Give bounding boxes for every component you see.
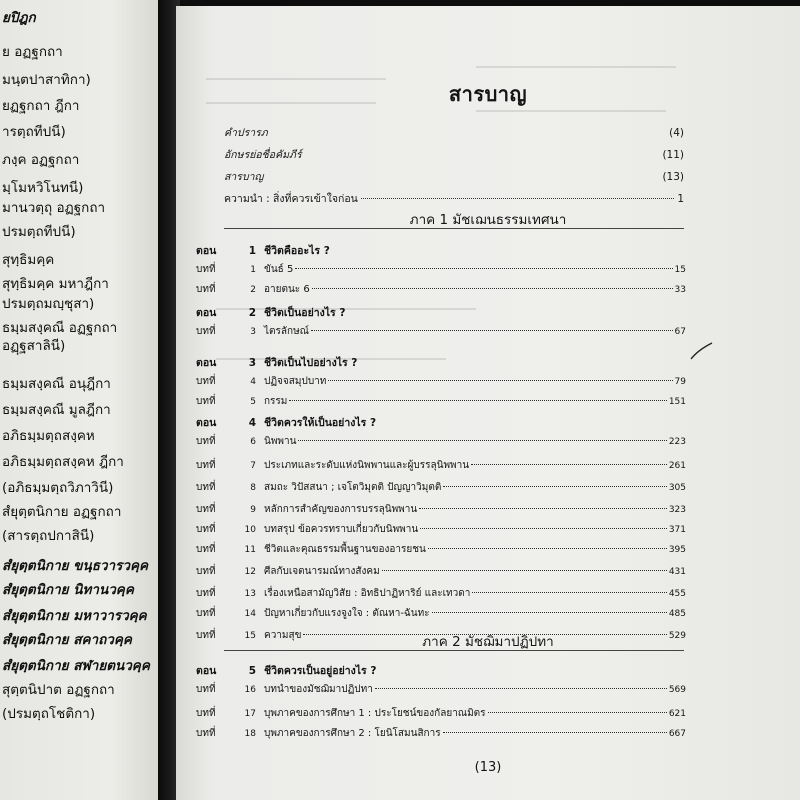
chapter-entry <box>196 502 686 516</box>
section-number: 5 <box>248 665 256 677</box>
left-page-line: มฺโมหวิโนทนี) <box>2 180 84 196</box>
chapter-label: บทที่ <box>196 326 216 337</box>
chapter-number: 17 <box>244 709 256 719</box>
chapter-page-number: 79 <box>674 377 686 387</box>
chapter-entry <box>196 480 686 494</box>
left-page-line: สํยุตฺตนิกาย อฏฐกถา <box>2 504 122 520</box>
front-matter-entry <box>224 190 684 206</box>
entry-title: สารบาญ <box>224 171 264 183</box>
entry-page-number: (4) <box>669 127 684 139</box>
chapter-entry <box>196 324 686 338</box>
front-matter-entry <box>224 124 684 140</box>
section-title: ชีวิตควรให้เป็นอย่างไร ? <box>264 417 377 429</box>
dot-leader <box>443 732 667 733</box>
chapter-title: ปฏิจจสมุปบาท <box>264 376 327 387</box>
chapter-page-number: 569 <box>668 685 686 695</box>
left-page-line: อภิธมฺมตฺถสงฺคห <box>2 428 95 444</box>
left-page-line: ปรมตฺถมญฺชุสา) <box>2 296 95 312</box>
left-page-line: ยฏฐกถา ฎีกา <box>2 98 80 114</box>
dot-leader <box>382 570 667 571</box>
chapter-title: ขันธ์ 5 <box>264 264 294 275</box>
chapter-number: 4 <box>250 377 256 387</box>
chapter-label: บทที่ <box>196 566 216 577</box>
chapter-title: เรื่องเหนือสามัญวิสัย : อิทธิปาฏิหาริย์ และเทวดา <box>264 588 471 599</box>
chapter-title: ปัญหาเกี่ยวกับแรงจูงใจ : ตัณหา-ฉันทะ <box>264 608 430 619</box>
left-page-line: (ปรมตฺถโชติกา) <box>2 706 96 722</box>
chapter-entry <box>196 586 686 600</box>
left-page-line: สํยุตฺตนิกาย มหาวารวคฺค <box>2 608 147 624</box>
chapter-number: 13 <box>244 589 256 599</box>
chapter-page-number: 305 <box>668 483 686 493</box>
section-heading <box>196 304 686 321</box>
chapter-number: 16 <box>244 685 256 695</box>
left-page-line: ภงฺค อฏฐกถา <box>2 152 80 168</box>
section-number: 3 <box>248 357 256 369</box>
show-through <box>476 110 666 112</box>
section-number: 1 <box>248 245 256 257</box>
left-page-line: สุตฺตนิปาต อฏฐกถา <box>2 682 115 698</box>
chapter-number: 10 <box>244 525 256 535</box>
chapter-label: บทที่ <box>196 504 216 515</box>
section-heading <box>196 414 686 431</box>
part-heading: ภาค 2 มัชฌิมาปฏิปทา <box>422 634 554 650</box>
left-page-line: สํยุตฺตนิกาย นิทานวคฺค <box>2 582 134 598</box>
dot-leader <box>312 288 673 289</box>
chapter-page-number: 529 <box>668 631 686 641</box>
chapter-entry <box>196 458 686 472</box>
page-title: สารบาญ <box>448 82 528 106</box>
front-matter-entry <box>224 146 684 162</box>
chapter-label: บทที่ <box>196 728 216 739</box>
left-page-line: สุทฺธิมคฺค <box>2 252 55 268</box>
section-title: ชีวิตเป็นอย่างไร ? <box>264 307 346 319</box>
chapter-page-number: 323 <box>668 505 686 515</box>
left-page-line: อฏฺฐสาลินี) <box>2 338 66 354</box>
dot-leader <box>328 380 672 381</box>
chapter-title: ประเภทและระดับแห่งนิพพานและผู้บรรลุนิพพาน <box>264 460 470 471</box>
chapter-page-number: 151 <box>668 397 686 407</box>
chapter-label: บทที่ <box>196 264 216 275</box>
section-label: ตอน <box>196 665 217 677</box>
left-page-line: (อภิธมฺมตฺถวิภาวินี) <box>2 480 114 496</box>
entry-page-number: 1 <box>677 193 684 205</box>
chapter-number: 1 <box>250 265 256 275</box>
left-page-line: ย อฏฐกถา <box>2 44 63 60</box>
chapter-entry <box>196 706 686 720</box>
left-page-line: สํยุตฺตนิกาย สฬายตนวคฺค <box>2 658 150 674</box>
front-matter-entry <box>224 168 684 184</box>
chapter-number: 3 <box>250 327 256 337</box>
chapter-page-number: 223 <box>668 437 686 447</box>
chapter-number: 18 <box>244 729 256 739</box>
divider <box>224 650 684 651</box>
chapter-entry <box>196 262 686 276</box>
chapter-number: 6 <box>250 437 256 447</box>
dot-leader <box>432 612 667 613</box>
chapter-number: 12 <box>244 567 256 577</box>
dot-leader <box>375 688 667 689</box>
chapter-entry <box>196 726 686 740</box>
left-page-line: มนฺตปาสาทิกา) <box>2 72 91 88</box>
chapter-label: บทที่ <box>196 684 216 695</box>
chapter-title: ไตรลักษณ์ <box>264 326 309 337</box>
dot-leader <box>471 464 667 465</box>
chapter-page-number: 15 <box>674 265 686 275</box>
left-page-line: ธมฺมสงฺคณี อฏฐกถา <box>2 320 118 336</box>
chapter-title: บทสรุป ข้อควรทราบเกี่ยวกับนิพพาน <box>264 524 419 535</box>
section-label: ตอน <box>196 357 217 369</box>
section-title: ชีวิตเป็นไปอย่างไร ? <box>264 357 358 369</box>
entry-title: ความนำ : สิ่งที่ควรเข้าใจก่อน <box>224 193 358 205</box>
entry-page-number: (11) <box>662 149 684 161</box>
chapter-title: หลักการสำคัญของการบรรลุนิพพาน <box>264 504 418 515</box>
chapter-title: บุพภาคของการศึกษา 1 : ประโยชน์ของกัลยาณมิตร <box>264 708 486 719</box>
section-heading <box>196 354 686 371</box>
left-page-line: ปรมตฺถทีปนี) <box>2 224 76 240</box>
section-label: ตอน <box>196 245 217 257</box>
chapter-number: 8 <box>250 483 256 493</box>
chapter-entry <box>196 394 686 408</box>
chapter-number: 11 <box>244 545 256 555</box>
chapter-label: บทที่ <box>196 436 216 447</box>
chapter-label: บทที่ <box>196 482 216 493</box>
entry-page-number: (13) <box>662 171 684 183</box>
chapter-title: ความสุข <box>264 630 302 641</box>
chapter-entry <box>196 522 686 536</box>
chapter-number: 14 <box>244 609 256 619</box>
chapter-number: 15 <box>244 631 256 641</box>
chapter-page-number: 395 <box>668 545 686 555</box>
chapter-label: บทที่ <box>196 376 216 387</box>
entry-title: อักษรย่อชื่อคัมภีร์ <box>224 149 302 161</box>
chapter-page-number: 67 <box>674 327 686 337</box>
chapter-label: บทที่ <box>196 460 216 471</box>
chapter-entry <box>196 434 686 448</box>
chapter-title: ชีวิตและคุณธรรมพื้นฐานของอารยชน <box>264 544 426 555</box>
dot-leader <box>488 712 667 713</box>
chapter-page-number: 621 <box>668 709 686 719</box>
chapter-entry <box>196 282 686 296</box>
left-page-line: มานวตฺถุ อฏฐกถา <box>2 200 106 216</box>
chapter-label: บทที่ <box>196 396 216 407</box>
chapter-title: บุพภาคของการศึกษา 2 : โยนิโสมนสิการ <box>264 728 441 739</box>
chapter-title: ศีลกับเจตนารมณ์ทางสังคม <box>264 566 380 577</box>
section-number: 2 <box>248 307 256 319</box>
chapter-number: 2 <box>250 285 256 295</box>
section-label: ตอน <box>196 417 217 429</box>
entry-title: คำปรารภ <box>224 127 268 139</box>
dot-leader <box>298 440 666 441</box>
chapter-label: บทที่ <box>196 708 216 719</box>
chapter-number: 7 <box>250 461 256 471</box>
dot-leader <box>419 508 667 509</box>
chapter-label: บทที่ <box>196 588 216 599</box>
chapter-label: บทที่ <box>196 524 216 535</box>
left-page-line: ยปิฎก <box>2 10 36 26</box>
section-title: ชีวิตควรเป็นอยู่อย่างไร ? <box>264 665 377 677</box>
chapter-page-number: 261 <box>668 461 686 471</box>
chapter-page-number: 455 <box>668 589 686 599</box>
chapter-entry <box>196 564 686 578</box>
chapter-number: 9 <box>250 505 256 515</box>
chapter-title: กรรม <box>264 396 288 407</box>
dot-leader <box>443 486 666 487</box>
dot-leader <box>311 330 673 331</box>
dot-leader <box>361 198 674 199</box>
chapter-number: 5 <box>250 397 256 407</box>
left-page-line: (สารตฺถปกาสินี) <box>2 528 95 544</box>
chapter-page-number: 667 <box>668 729 686 739</box>
left-page-line: สุทฺธิมคฺค มหาฎีกา <box>2 276 109 292</box>
chapter-title: นิพพาน <box>264 436 297 447</box>
section-number: 4 <box>248 417 256 429</box>
chapter-entry <box>196 542 686 556</box>
dot-leader <box>295 268 672 269</box>
chapter-page-number: 371 <box>668 525 686 535</box>
left-page <box>0 0 158 800</box>
section-label: ตอน <box>196 307 217 319</box>
chapter-label: บทที่ <box>196 284 216 295</box>
chapter-label: บทที่ <box>196 544 216 555</box>
left-page-line: อภิธมฺมตฺถสงฺคห ฎีกา <box>2 454 124 470</box>
part-heading: ภาค 1 มัชเฌนธรรมเทศนา <box>409 212 567 228</box>
left-page-line: ารตฺถทีปนี) <box>2 124 66 140</box>
dot-leader <box>428 548 667 549</box>
left-page-line: สํยุตฺตนิกาย ขนฺธวารวคฺค <box>2 558 149 574</box>
right-page <box>176 6 800 800</box>
dot-leader <box>420 528 667 529</box>
dot-leader <box>472 592 666 593</box>
chapter-entry <box>196 374 686 388</box>
divider <box>224 228 684 229</box>
show-through <box>476 66 676 68</box>
pen-mark-icon <box>688 340 714 362</box>
chapter-title: สมถะ วิปัสสนา ; เจโตวิมุตติ ปัญญาวิมุตติ <box>264 482 442 493</box>
section-heading <box>196 242 686 259</box>
chapter-title: บทนำของมัชฌิมาปฏิปทา <box>264 684 373 695</box>
section-title: ชีวิตคืออะไร ? <box>264 245 330 257</box>
chapter-label: บทที่ <box>196 608 216 619</box>
chapter-label: บทที่ <box>196 630 216 641</box>
dot-leader <box>289 400 666 401</box>
left-page-line: สํยุตฺตนิกาย สคาถวคฺค <box>2 632 132 648</box>
section-heading <box>196 662 686 679</box>
chapter-page-number: 33 <box>674 285 686 295</box>
chapter-entry <box>196 606 686 620</box>
chapter-title: อายตนะ 6 <box>264 284 310 295</box>
left-page-line: ธมฺมสงฺคณี มูลฎีกา <box>2 402 111 418</box>
chapter-page-number: 431 <box>668 567 686 577</box>
chapter-page-number: 485 <box>668 609 686 619</box>
page-number: (13) <box>474 760 502 775</box>
left-page-line: ธมฺมสงฺคณี อนุฎีกา <box>2 376 111 392</box>
chapter-entry <box>196 682 686 696</box>
